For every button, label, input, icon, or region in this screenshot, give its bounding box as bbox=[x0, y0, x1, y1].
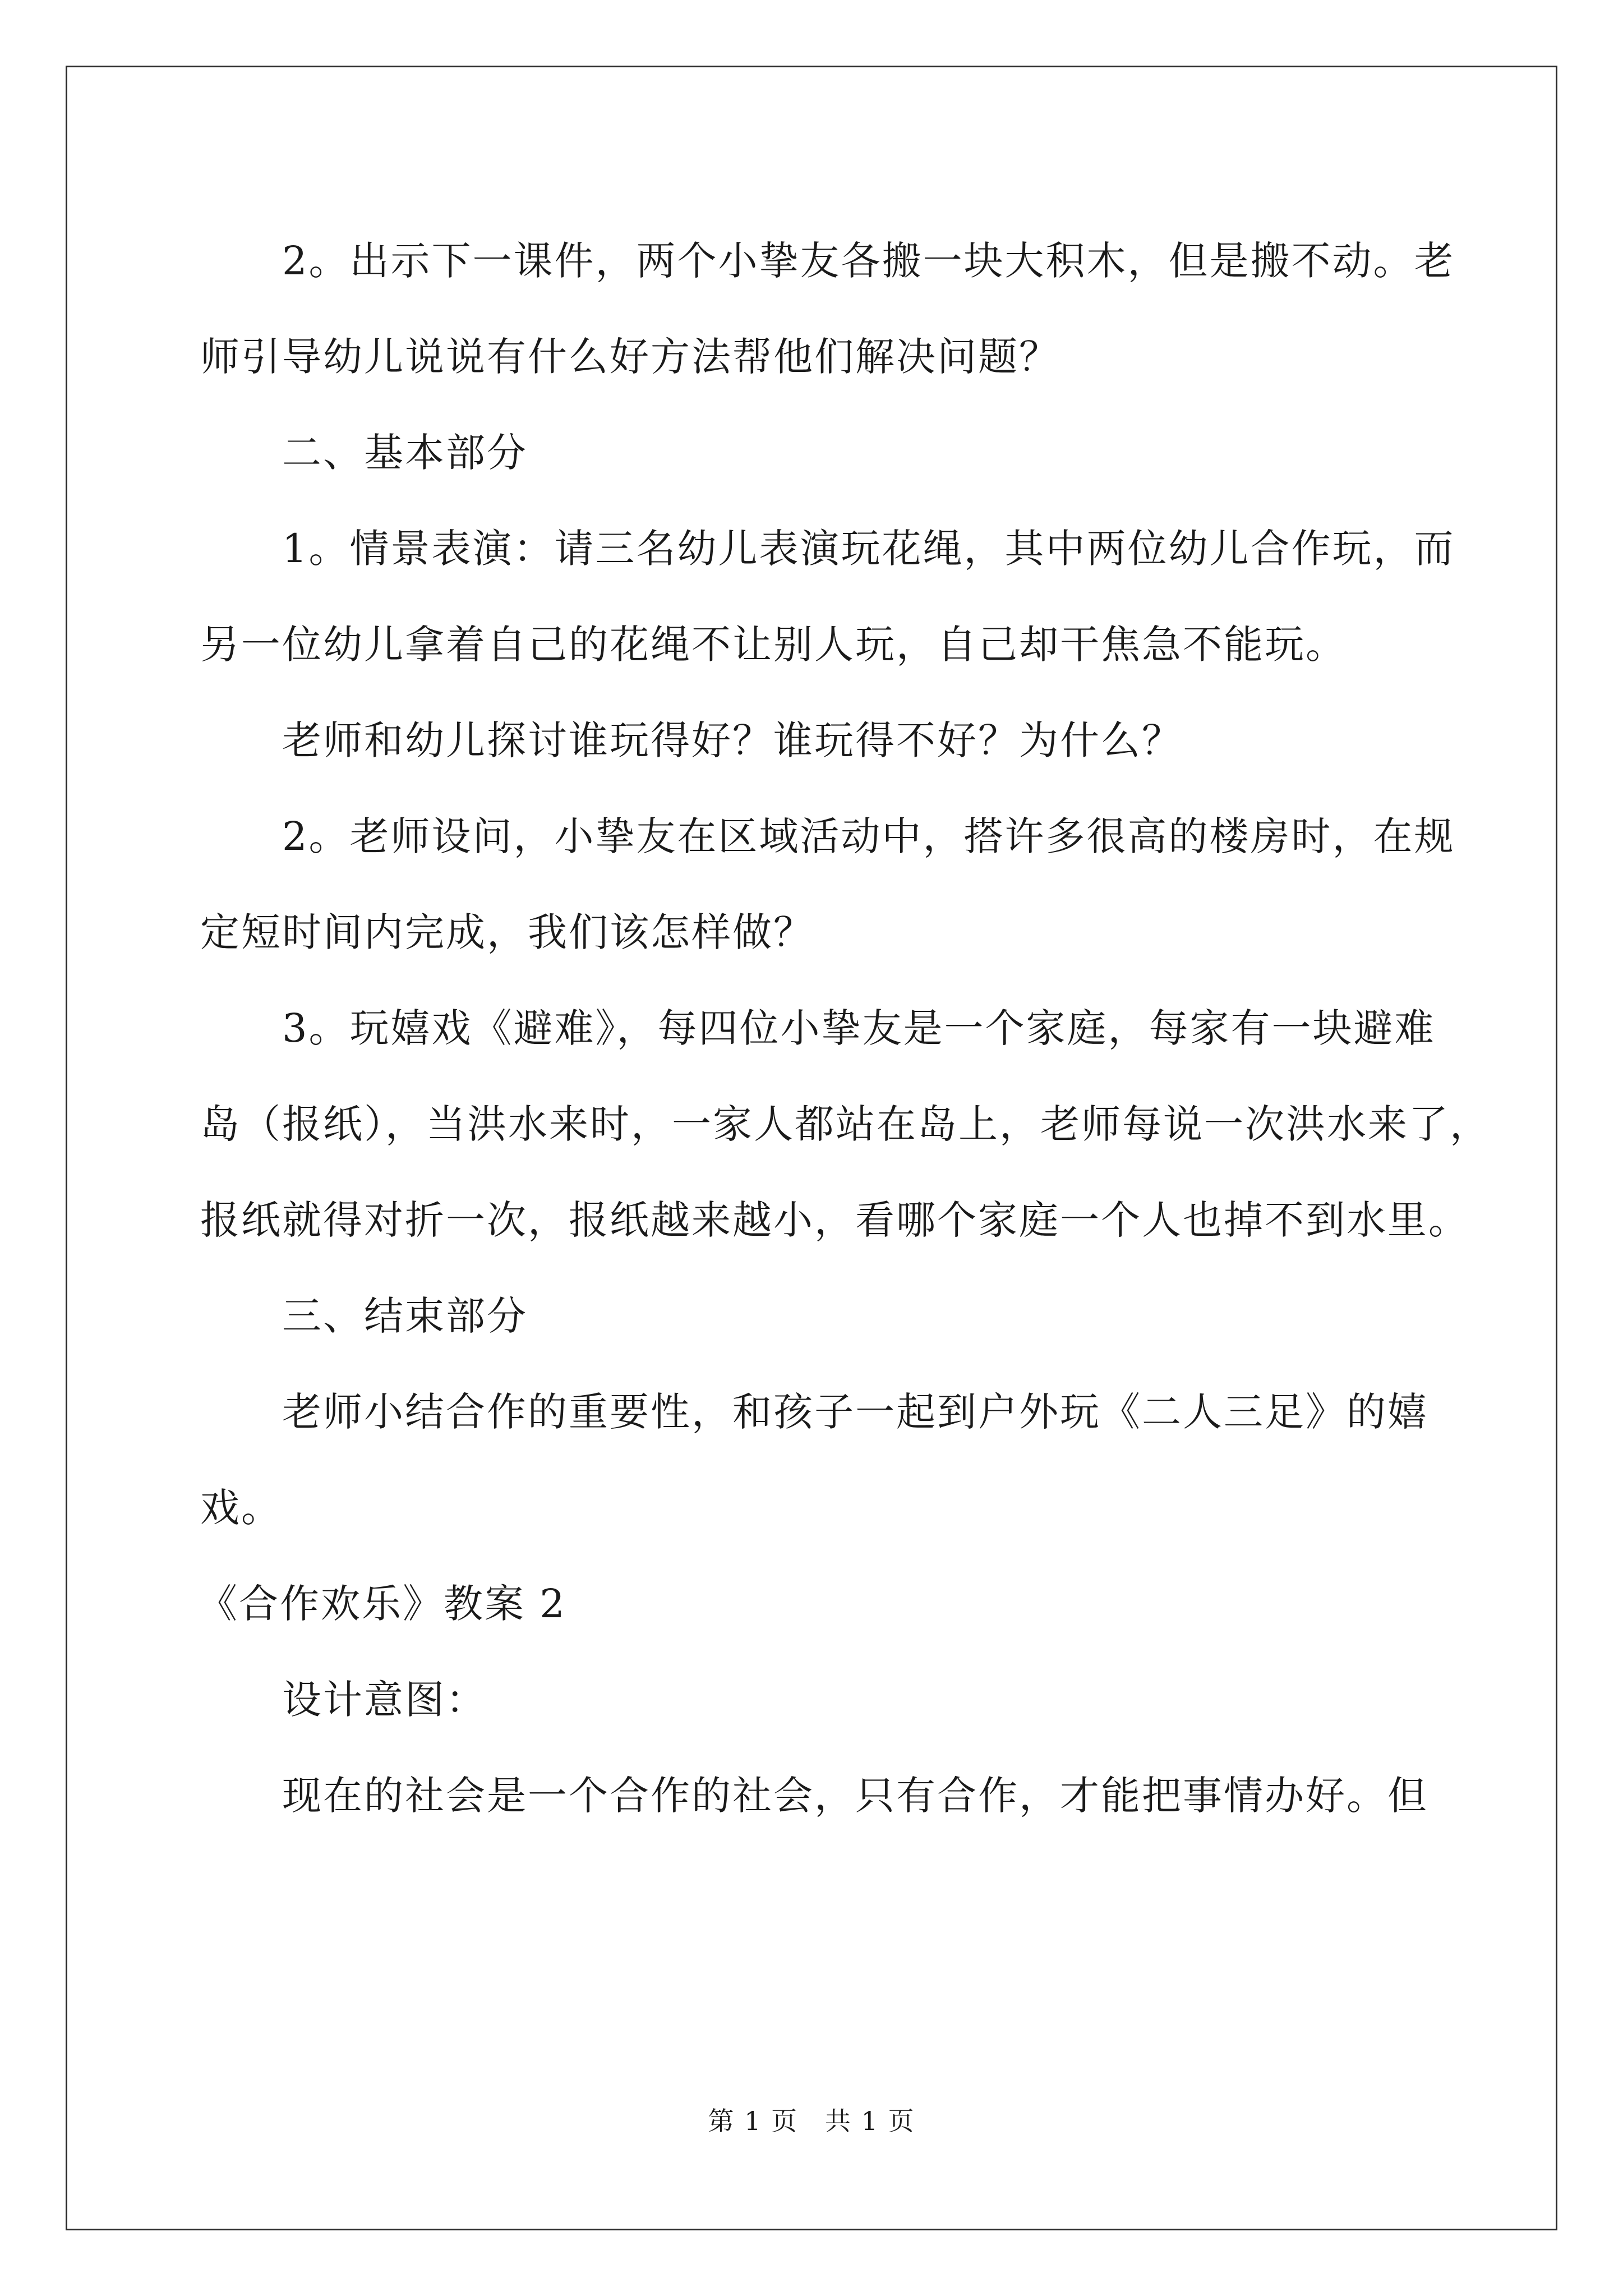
paragraph-teacher-question bbox=[200, 789, 1468, 981]
paragraph-line: 另一位幼儿拿着自己的花绳不让别人玩，自己却干焦急不能玩。 bbox=[200, 622, 1347, 668]
paragraph-game bbox=[200, 981, 1491, 1268]
paragraph-line: 师引导幼儿说说有什么好方法帮他们解决问题？ bbox=[200, 334, 1060, 380]
paragraph-line: 2。出示下一课件，两个小挚友各搬一块大积木，但是搬不动。老 bbox=[282, 238, 1455, 284]
heading-basic-part bbox=[200, 405, 1468, 501]
document-body bbox=[198, 213, 1491, 1844]
paragraph-line: 三、结束部分 bbox=[282, 1293, 528, 1339]
paragraph-line: 老师和幼儿探讨谁玩得好？谁玩得不好？为什么？ bbox=[282, 717, 1183, 763]
paragraph-line: 1。情景表演：请三名幼儿表演玩花绳，其中两位幼儿合作玩，而 bbox=[282, 526, 1455, 572]
paragraph-line: 老师小结合作的重要性，和孩子一起到户外玩《二人三足》的嬉 bbox=[282, 1389, 1428, 1435]
paragraph-line: 定短时间内完成，我们该怎样做？ bbox=[200, 909, 814, 955]
paragraph-line: 报纸就得对折一次，报纸越来越小，看哪个家庭一个人也掉不到水里。 bbox=[200, 1197, 1469, 1243]
section-heading: 《合作欢乐》教案 2 bbox=[198, 1581, 566, 1627]
paragraph-summary bbox=[200, 1364, 1468, 1556]
paragraph-line: 现在的社会是一个合作的社会，只有合作，才能把事情办好。但 bbox=[282, 1773, 1428, 1819]
paragraph-line: 二、基本部分 bbox=[282, 430, 528, 476]
paragraph-design-intent-label bbox=[200, 1652, 1468, 1748]
paragraph-line: 岛（报纸），当洪水来时，一家人都站在岛上，老师每说一次洪水来了， bbox=[200, 1101, 1491, 1147]
paragraph-design-intent bbox=[200, 1748, 1468, 1844]
paragraph-line: 设计意图： bbox=[282, 1677, 487, 1723]
paragraph-line: 戏。 bbox=[200, 1485, 282, 1531]
paragraph-courseware bbox=[200, 213, 1468, 405]
heading-ending-part bbox=[200, 1268, 1468, 1364]
paragraph-line: 3。玩嬉戏《避难》，每四位小挚友是一个家庭，每家有一块避难 bbox=[282, 1005, 1436, 1051]
page-footer: 第 1 页 共 1 页 bbox=[708, 2106, 915, 2136]
paragraph-line: 2。老师设问，小挚友在区域活动中，搭许多很高的楼房时，在规 bbox=[282, 813, 1455, 859]
paragraph-role-play bbox=[200, 501, 1468, 693]
paragraph-discussion bbox=[200, 693, 1468, 789]
